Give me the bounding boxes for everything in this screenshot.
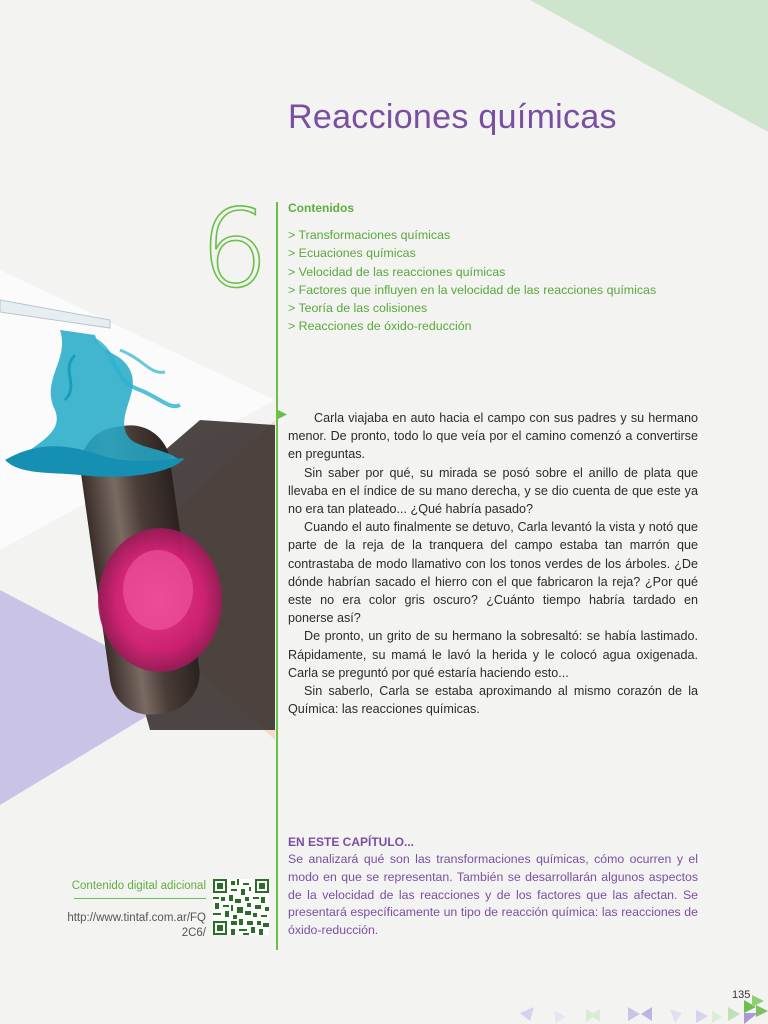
story-paragraph: Cuando el auto finalmente se detuvo, Carla levantó la vista y notó que parte de la reja de la tranquera del campo estaba tan marrón que contrastaba de modo llamativo con los tonos verdes de los árboles. ¿De dónde habrían sacado el hierro con el que fabricaron la reja? ¿Por qué este no era color gris oscuro? ¿Cuánto tiempo habría tardado en ponerse así?: [288, 520, 698, 626]
contents-item: > Reacciones de óxido-reducción: [288, 319, 472, 334]
contents-item: > Velocidad de las reacciones químicas: [288, 264, 506, 279]
contents-item: > Factores que influyen en la velocidad de las reacciones químicas: [288, 282, 657, 297]
contents-item: > Transformaciones químicas: [288, 228, 451, 242]
divider-line: [276, 202, 278, 950]
page-title: Reacciones químicas: [288, 98, 617, 136]
chapter-summary: [288, 835, 698, 940]
intro-story: [288, 409, 698, 718]
story-paragraph: De pronto, un grito de su hermano la sobresaltó: se había lastimado. Rápidamente, su mamá le lavó la herida y le colocó agua oxigenada. Carla se preguntó por qué estaría haciendo esto...: [288, 629, 698, 680]
page-number: 135: [732, 989, 751, 1001]
chapter-summary-text: Se analizará qué son las transformaciones químicas, cómo ocurren y el modo en que se representan. También se desarrollarán algunos aspectos de la velocidad de las reacciones y de los factores que las afectan. Se presentará específicamente un tipo de reacción química: las reacciones de óxido-reducción.: [288, 852, 698, 938]
contents-heading: Contenidos: [288, 201, 354, 215]
story-paragraph: Carla viajaba en auto hacia el campo con sus padres y su hermano menor. De pronto, todo lo que veía por el camino comenzó a convertirse en preguntas.: [288, 411, 698, 462]
story-paragraph: Sin saberlo, Carla se estaba aproximando al mismo corazón de la Química: las reacciones químicas.: [288, 684, 698, 717]
digital-content-label: Contenido digital adicional: [71, 880, 206, 892]
story-marker-icon: [278, 410, 288, 420]
digital-content-link[interactable]: http://www.tintaf.com.ar/FQ2C6/: [67, 912, 206, 939]
contents-item: > Ecuaciones químicas: [288, 246, 416, 261]
qr-code-icon[interactable]: [213, 879, 269, 935]
chapter-number: 6: [200, 187, 269, 312]
footer-decoration: [500, 995, 768, 1024]
contents-item: > Teoría de las colisiones: [288, 301, 428, 316]
digital-content-underline: [74, 898, 206, 899]
story-paragraph: Sin saber por qué, su mirada se posó sobre el anillo de plata que llevaba en el índice de su mano derecha, y se dio cuenta de que este ya no era tan plateado... ¿Qué habría pasado?: [288, 465, 698, 517]
chemistry-photo: [0, 260, 275, 820]
chapter-summary-label: EN ESTE CAPÍTULO...: [288, 835, 415, 849]
contents-list: [288, 226, 656, 336]
